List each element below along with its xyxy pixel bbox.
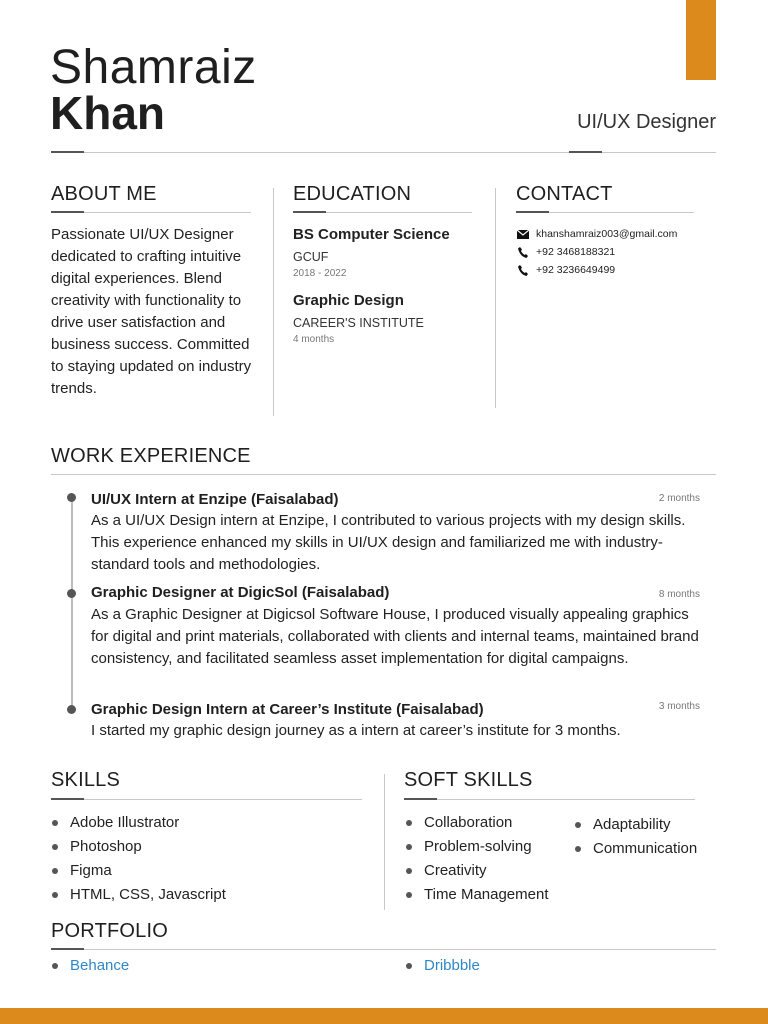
list-item [52,811,226,835]
job-description: I started my graphic design journey as a intern at career’s institute for 3 months. [91,722,621,739]
list-item [52,835,226,859]
phone-icon [516,264,530,276]
contact-phone-row[interactable] [516,245,615,259]
header-accent-rule-left [51,151,84,153]
education-school: GCUF [293,250,329,264]
bullet-dot [52,892,58,898]
bullet-dot [406,963,412,969]
list-item [406,859,549,883]
skill-label: Adobe Illustrator [70,814,180,831]
skill-label: HTML, CSS, Javascript [70,886,226,903]
job-duration: 3 months [658,701,700,712]
soft-skills-accent-rule [404,798,437,800]
list-item [52,859,226,883]
bullet-dot [52,820,58,826]
portfolio-title: PORTFOLIO [51,920,169,942]
timeline-dot [67,705,76,714]
contact-accent-rule [516,211,549,213]
header-divider [51,152,716,153]
dribbble-link[interactable]: Dribbble [424,957,480,974]
bullet-dot [406,892,412,898]
work-divider [51,474,716,475]
about-title: ABOUT ME [51,183,157,205]
skill-label: Photoshop [70,838,142,855]
portfolio-divider [51,949,716,950]
job-duration: 2 months [658,493,700,504]
phone-icon [516,246,530,258]
education-school: CAREER'S INSTITUTE [293,316,424,330]
job-title: UI/UX Intern at Enzipe (Faisalabad) [91,491,339,508]
contact-email[interactable]: khanshamraiz003@gmail.com [536,228,678,240]
list-item [406,811,549,835]
contact-email-row[interactable] [516,227,677,241]
soft-skill-label: Collaboration [424,814,513,831]
bullet-dot [52,963,58,969]
column-divider-1 [273,188,274,416]
column-divider-2 [495,188,496,408]
bullet-dot [575,846,581,852]
accent-bar-top [686,0,716,80]
job-description: As a UI/UX Design intern at Enzipe, I contributed to various projects with my design skills. This experience enhanced my skills in UI/UX design and familiarized me with industry-standard tools and methodologies. [91,512,686,573]
about-accent-rule [51,211,84,213]
column-divider-3 [384,774,385,910]
behance-link[interactable]: Behance [70,957,130,974]
education-dates: 2018 - 2022 [293,268,347,279]
skill-label: Figma [70,862,112,879]
bullet-dot [52,868,58,874]
education-dates: 4 months [293,334,335,345]
job-duration: 8 months [658,589,700,600]
list-item [406,835,549,859]
portfolio-link-dribbble[interactable] [406,956,480,976]
job-title: Graphic Design Intern at Career’s Institute (Faisalabad) [91,701,484,718]
soft-skill-label: Adaptability [593,816,671,833]
first-name: Shamraiz [50,41,257,94]
bullet-dot [406,820,412,826]
soft-skill-label: Problem-solving [424,838,532,855]
education-item [293,226,450,281]
soft-skills-list-1 [406,811,549,907]
education-degree: BS Computer Science [293,226,450,243]
soft-skill-label: Creativity [424,862,487,879]
soft-skill-label: Time Management [424,886,549,903]
last-name: Khan [50,87,165,139]
accent-bar-bottom [0,1008,768,1024]
soft-skill-label: Communication [593,840,698,857]
bullet-dot [406,844,412,850]
soft-skills-list-2 [575,813,697,861]
about-text: Passionate UI/UX Designer dedicated to crafting intuitive digital experiences. Blend creativity with functionality to drive user satisfaction and business success. Committed to staying updated on industry trends. [51,226,252,397]
soft-skills-divider [404,799,695,800]
contact-phone[interactable]: +92 3236649499 [536,264,616,276]
list-item [406,883,549,907]
skills-title: SKILLS [51,769,121,791]
job-title: Graphic Designer at DigicSol (Faisalabad) [91,584,390,601]
soft-skills-title: SOFT SKILLS [404,769,533,791]
list-item [575,813,697,837]
bullet-dot [575,822,581,828]
work-timeline [71,497,73,709]
contact-phone-row[interactable] [516,263,615,277]
job-role: UI/UX Designer [577,111,716,133]
list-item [52,883,226,907]
education-item [293,292,424,347]
portfolio-link-behance[interactable] [52,956,129,976]
mail-icon [516,228,530,240]
education-degree: Graphic Design [293,292,404,309]
education-title: EDUCATION [293,183,412,205]
portfolio-accent-rule [51,948,84,950]
work-title: WORK EXPERIENCE [51,445,251,467]
job-description: As a Graphic Designer at Digicsol Software House, I produced visually appealing graphics for digital and print materials, collaborated with clients and internal teams, maintained brand consistency, and facilitated seamless asset implementation for digital campaigns. [91,606,699,667]
bullet-dot [406,868,412,874]
timeline-dot [67,589,76,598]
header-accent-rule-right [569,151,602,153]
contact-phone[interactable]: +92 3468188321 [536,246,616,258]
skills-divider [51,799,362,800]
skills-list [52,811,226,907]
skills-accent-rule [51,798,84,800]
timeline-dot [67,493,76,502]
education-accent-rule [293,211,326,213]
list-item [575,837,697,861]
contact-title: CONTACT [516,183,613,205]
bullet-dot [52,844,58,850]
